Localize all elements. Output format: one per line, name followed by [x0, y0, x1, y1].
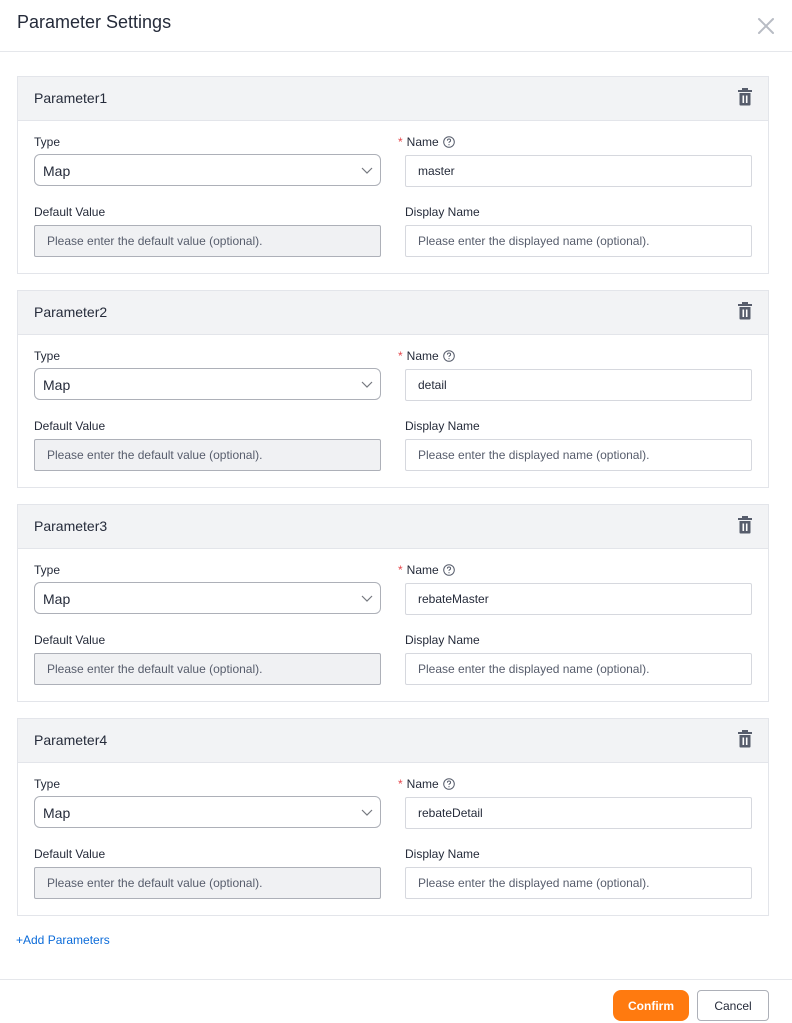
confirm-button[interactable]: Confirm — [613, 990, 689, 1021]
name-label — [398, 777, 455, 791]
type-label: Type — [34, 563, 61, 577]
required-mark: * — [398, 135, 403, 149]
default-value-input[interactable] — [34, 225, 381, 257]
type-label: Type — [34, 349, 61, 363]
chevron-down-icon — [361, 595, 373, 603]
dialog-footer — [0, 979, 792, 1023]
trash-icon[interactable] — [737, 516, 753, 534]
parameter-panel-header — [18, 77, 768, 121]
type-select[interactable] — [34, 154, 381, 186]
default-value-label: Default Value — [34, 847, 106, 861]
type-select-value: Map — [43, 805, 71, 821]
name-input[interactable] — [405, 797, 752, 829]
display-name-label: Display Name — [405, 205, 480, 219]
display-name-input[interactable] — [405, 653, 752, 685]
name-input[interactable] — [405, 155, 752, 187]
required-mark: * — [398, 563, 403, 577]
name-input[interactable] — [405, 583, 752, 615]
default-value-label: Default Value — [34, 205, 106, 219]
parameter-title: Parameter4 — [34, 732, 108, 748]
display-name-label: Display Name — [405, 419, 480, 433]
parameter-panel-header — [18, 719, 768, 763]
display-name-label: Display Name — [405, 633, 480, 647]
trash-icon[interactable] — [737, 302, 753, 320]
help-icon[interactable] — [443, 778, 455, 790]
parameter-panel-2 — [17, 290, 769, 488]
name-label-text: Name — [406, 349, 439, 363]
type-select-value: Map — [43, 163, 71, 179]
parameter-title: Parameter1 — [34, 90, 108, 106]
default-value-input[interactable] — [34, 439, 381, 471]
help-icon[interactable] — [443, 564, 455, 576]
default-value-input[interactable] — [34, 867, 381, 899]
trash-icon[interactable] — [737, 88, 753, 106]
required-mark: * — [398, 777, 403, 791]
name-label — [398, 349, 455, 363]
parameter-panel-4 — [17, 718, 769, 916]
parameter-panel-header — [18, 505, 768, 549]
close-icon[interactable] — [756, 16, 776, 36]
parameter-panel-3 — [17, 504, 769, 702]
default-value-input[interactable] — [34, 653, 381, 685]
parameter-panel-header — [18, 291, 768, 335]
parameter-panel-1 — [17, 76, 769, 274]
chevron-down-icon — [361, 809, 373, 817]
dialog-title: Parameter Settings — [17, 12, 172, 32]
type-select-value: Map — [43, 377, 71, 393]
name-label-text: Name — [406, 135, 439, 149]
name-label-text: Name — [406, 563, 439, 577]
trash-icon[interactable] — [737, 730, 753, 748]
parameter-title: Parameter3 — [34, 518, 108, 534]
dialog-header — [0, 0, 792, 52]
type-select[interactable] — [34, 582, 381, 614]
type-label: Type — [34, 135, 61, 149]
display-name-input[interactable] — [405, 867, 752, 899]
display-name-label: Display Name — [405, 847, 480, 861]
type-select-value: Map — [43, 591, 71, 607]
help-icon[interactable] — [443, 136, 455, 148]
name-label — [398, 135, 455, 149]
help-icon[interactable] — [443, 350, 455, 362]
display-name-input[interactable] — [405, 225, 752, 257]
cancel-button[interactable]: Cancel — [697, 990, 769, 1021]
name-input[interactable] — [405, 369, 752, 401]
display-name-input[interactable] — [405, 439, 752, 471]
type-select[interactable] — [34, 796, 381, 828]
type-select[interactable] — [34, 368, 381, 400]
required-mark: * — [398, 349, 403, 363]
parameter-title: Parameter2 — [34, 304, 108, 320]
add-parameters-link[interactable]: +Add Parameters — [16, 933, 110, 947]
default-value-label: Default Value — [34, 633, 106, 647]
name-label-text: Name — [406, 777, 439, 791]
type-label: Type — [34, 777, 61, 791]
chevron-down-icon — [361, 167, 373, 175]
default-value-label: Default Value — [34, 419, 106, 433]
name-label — [398, 563, 455, 577]
chevron-down-icon — [361, 381, 373, 389]
